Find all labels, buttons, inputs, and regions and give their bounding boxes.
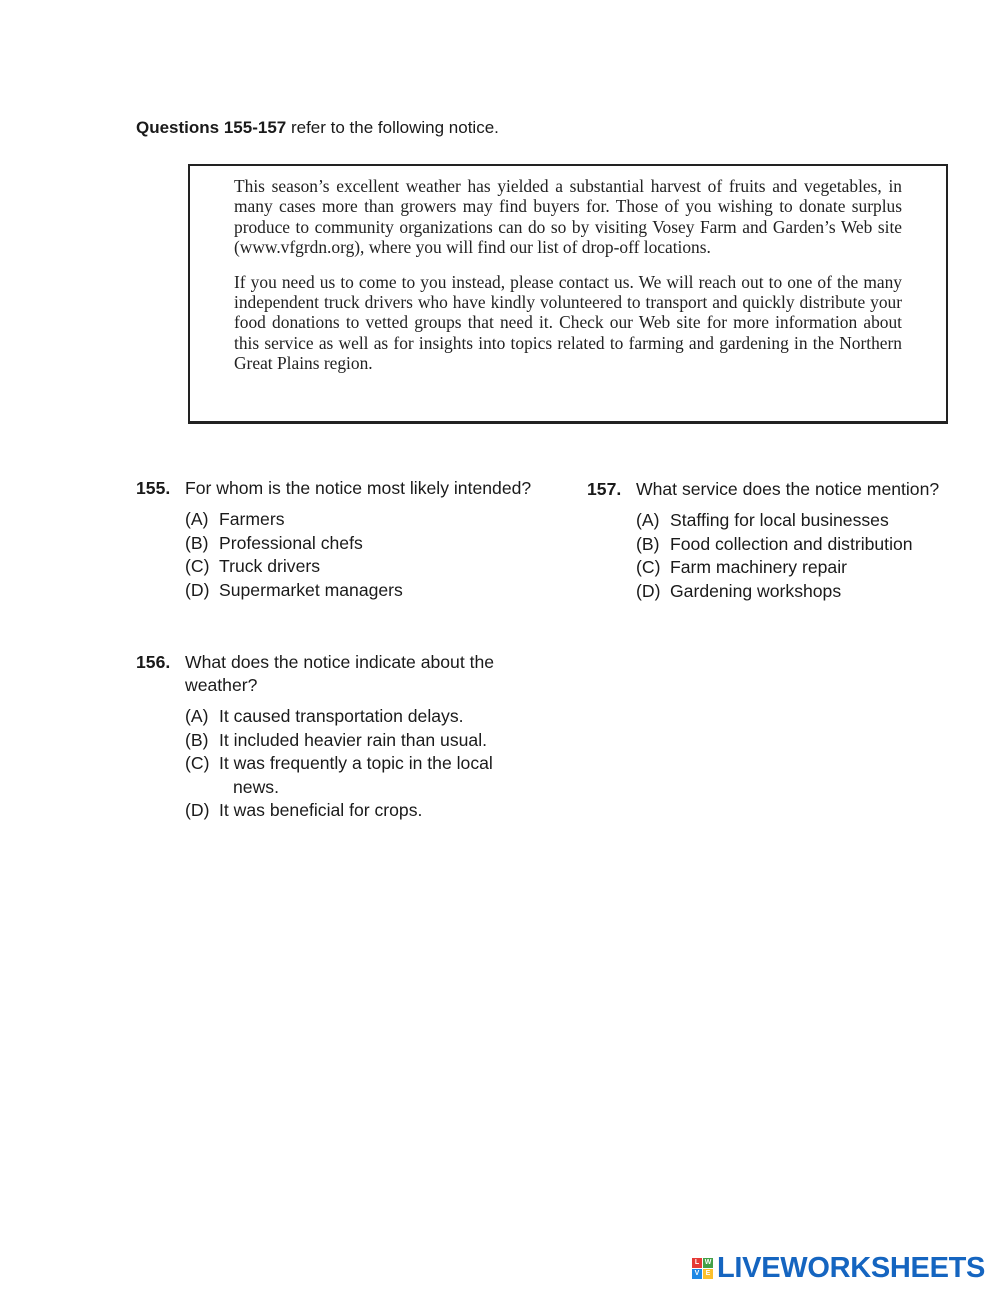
question-text: For whom is the notice most likely intended? <box>185 478 532 498</box>
question-text: What service does the notice mention? <box>636 479 940 499</box>
liveworksheets-brand[interactable] <box>692 1252 985 1285</box>
option-c[interactable] <box>185 555 536 579</box>
option-letter: (C) <box>185 556 210 576</box>
option-text: Gardening workshops <box>670 580 842 601</box>
question-156 <box>136 651 536 823</box>
option-letter: (B) <box>636 533 660 554</box>
option-letter: (A) <box>185 706 209 726</box>
option-letter: (A) <box>185 509 209 529</box>
logo-tile: E <box>703 1269 713 1279</box>
option-letter: (C) <box>185 753 210 773</box>
option-text: It caused transportation delays. <box>219 706 464 726</box>
option-text: Professional chefs <box>219 532 363 553</box>
logo-tile: L <box>692 1258 702 1268</box>
option-text: Farm machinery repair <box>670 557 847 577</box>
question-157 <box>587 478 987 603</box>
questions-intro: refer to the following notice. <box>286 118 499 137</box>
option-text: Supermarket managers <box>219 579 403 600</box>
option-letter: (A) <box>636 510 660 530</box>
option-a[interactable] <box>185 508 536 532</box>
option-text: Staffing for local businesses <box>670 510 889 530</box>
logo-tile: W <box>704 1259 712 1266</box>
option-text: It was frequently a topic in the local news. <box>219 753 493 797</box>
option-b[interactable] <box>185 532 536 556</box>
answer-options <box>185 508 536 602</box>
answer-options <box>185 705 536 823</box>
liveworksheets-logo-icon <box>692 1258 713 1279</box>
option-b[interactable] <box>636 533 987 557</box>
option-letter: (D) <box>636 580 661 601</box>
option-letter: (C) <box>636 557 661 577</box>
option-text: It included heavier rain than usual. <box>219 729 487 750</box>
notice-box <box>188 164 948 424</box>
option-c[interactable] <box>185 752 536 799</box>
option-a[interactable] <box>185 705 536 729</box>
logo-tile: V <box>692 1269 702 1279</box>
question-number: 155. <box>136 478 171 498</box>
question-number: 156. <box>136 652 171 672</box>
option-d[interactable] <box>185 799 536 823</box>
option-d[interactable] <box>185 579 536 603</box>
question-155 <box>136 477 536 602</box>
option-c[interactable] <box>636 556 987 580</box>
option-letter: (B) <box>185 729 209 750</box>
option-letter: (B) <box>185 532 209 553</box>
option-text: Food collection and distribution <box>670 533 913 554</box>
option-b[interactable] <box>185 729 536 753</box>
questions-range: Questions 155-157 <box>136 118 287 137</box>
option-text: Farmers <box>219 509 285 529</box>
question-number: 157. <box>587 479 622 499</box>
option-d[interactable] <box>636 580 987 604</box>
notice-paragraph-1: This season’s excellent weather has yielded a substantial harvest of fruits and vegetables, in many cases more than growers may find buyers for. Those of you wishing to donate surplus produce to community organizations can do so by visiting Vosey Farm and Garden’s Web site (www.vfgrdn.org), where you will find our list of drop-off locations. <box>234 176 902 258</box>
brand-name: LIVEWORKSHEETS <box>717 1252 986 1284</box>
notice-paragraph-2: If you need us to come to you instead, please contact us. We will reach out to one of the many independent truck drivers who have kindly volunteered to transport and quickly distribute your food donations to vetted groups that need it. Check our Web site for more information about this service as well as for insights into topics related to farming and gardening in the Northern Great Plains region. <box>234 271 902 374</box>
option-letter: (D) <box>185 800 210 820</box>
questions-header <box>136 118 499 138</box>
option-text: Truck drivers <box>219 556 321 576</box>
answer-options <box>636 509 987 603</box>
option-letter: (D) <box>185 579 210 600</box>
question-text: What does the notice indicate about the weather? <box>185 652 495 695</box>
option-a[interactable] <box>636 509 987 533</box>
option-text: It was beneficial for crops. <box>219 800 423 820</box>
